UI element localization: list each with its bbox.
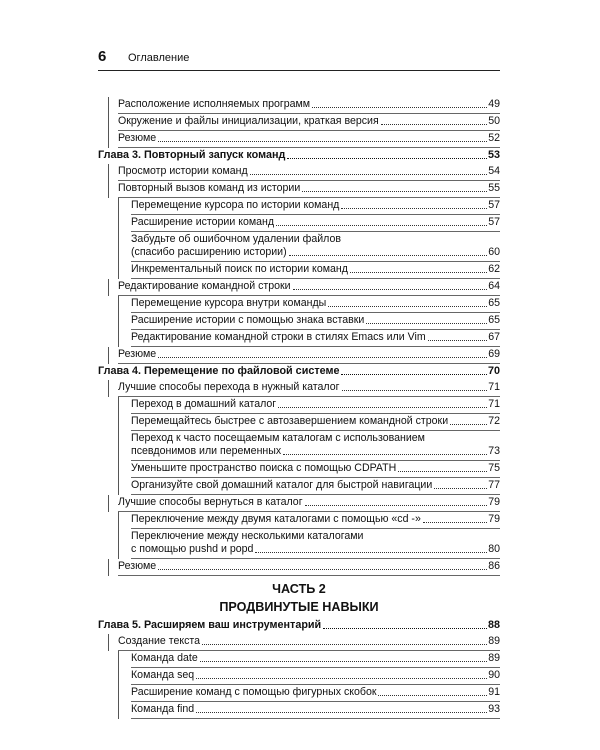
dot-leader	[196, 712, 487, 713]
indent-rule	[118, 512, 119, 529]
toc-entry-text: (спасибо расширению истории)	[131, 246, 287, 258]
toc-entry-text: Повторный вызов команд из истории	[118, 182, 301, 194]
dot-leader	[283, 454, 487, 455]
dot-leader	[196, 678, 487, 679]
dot-leader	[378, 695, 487, 696]
toc-entry-text: Резюме	[118, 348, 157, 360]
table-of-contents	[98, 97, 500, 719]
indent-rule	[108, 347, 109, 364]
toc-section-entry[interactable]	[98, 181, 500, 198]
toc-page-number: 79	[488, 513, 500, 525]
toc-page-number: 64	[488, 280, 500, 292]
toc-subsection-entry[interactable]	[98, 313, 500, 330]
dot-leader	[341, 374, 487, 375]
indent-rule	[118, 215, 119, 232]
toc-chapter-entry[interactable]	[98, 148, 500, 164]
toc-subsection-entry[interactable]	[98, 668, 500, 685]
toc-entry-text: Лучшие способы вернуться в каталог	[118, 496, 303, 508]
toc-page-number: 55	[488, 182, 500, 194]
dot-leader	[428, 340, 488, 341]
dot-leader	[255, 552, 487, 553]
dot-leader	[450, 424, 487, 425]
toc-entry-text: Команда date	[131, 652, 198, 664]
indent-rule	[108, 114, 109, 131]
indent-rule	[108, 279, 109, 296]
dot-leader	[398, 471, 487, 472]
toc-entry-text: с помощью pushd и popd	[131, 543, 254, 555]
toc-page-number: 91	[488, 686, 500, 698]
toc-entry-text: Забудьте об ошибочном удалении файлов	[131, 233, 342, 245]
toc-entry-text: Резюме	[118, 132, 157, 144]
toc-entry-text: Глава 3. Повторный запуск команд	[98, 149, 286, 161]
toc-entry-text: Глава 5. Расширяем ваш инструментарий	[98, 619, 322, 631]
dot-leader	[278, 407, 487, 408]
indent-rule	[118, 262, 119, 279]
toc-entry-text: Перемещение курсора по истории команд	[131, 199, 340, 211]
dot-leader	[305, 505, 488, 506]
toc-subsection-entry[interactable]	[98, 529, 500, 559]
dot-leader	[250, 174, 488, 175]
toc-section-entry[interactable]	[98, 131, 500, 148]
toc-entry-text: Команда seq	[131, 669, 195, 681]
toc-section-entry[interactable]	[98, 279, 500, 296]
indent-rule	[108, 164, 109, 181]
toc-section-entry[interactable]	[98, 495, 500, 512]
dot-leader	[276, 225, 487, 226]
toc-subsection-entry[interactable]	[98, 330, 500, 347]
indent-rule	[118, 431, 119, 461]
toc-entry-text: Расширение команд с помощью фигурных скобок	[131, 686, 377, 698]
toc-page-number: 57	[488, 216, 500, 228]
toc-subsection-entry[interactable]	[98, 397, 500, 414]
dot-leader	[423, 522, 487, 523]
indent-rule	[118, 651, 119, 668]
dot-leader	[350, 272, 487, 273]
toc-subsection-entry[interactable]	[98, 651, 500, 668]
dot-leader	[158, 357, 487, 358]
toc-page-number: 72	[488, 415, 500, 427]
toc-chapter-entry[interactable]	[98, 364, 500, 380]
toc-section-entry[interactable]	[98, 380, 500, 397]
toc-section-entry[interactable]	[98, 347, 500, 364]
running-header-title: Оглавление	[128, 52, 190, 64]
toc-page-number: 86	[488, 560, 500, 572]
indent-rule	[108, 97, 109, 114]
toc-entry-text: Окружение и файлы инициализации, краткая версия	[118, 115, 379, 127]
toc-subsection-entry[interactable]	[98, 702, 500, 719]
toc-page-number: 90	[488, 669, 500, 681]
toc-section-entry[interactable]	[98, 559, 500, 576]
indent-rule	[118, 668, 119, 685]
toc-page-number: 80	[488, 543, 500, 555]
toc-subsection-entry[interactable]	[98, 215, 500, 232]
toc-entry-text: псевдонимов или переменных	[131, 445, 282, 457]
indent-rule	[118, 529, 119, 559]
toc-subsection-entry[interactable]	[98, 685, 500, 702]
toc-page-number: 54	[488, 165, 500, 177]
toc-subsection-entry[interactable]	[98, 232, 500, 262]
page-number: 6	[98, 48, 107, 65]
indent-rule	[118, 461, 119, 478]
indent-rule	[108, 634, 109, 651]
dot-leader	[293, 289, 488, 290]
part-title: ЧАСТЬ 2	[272, 582, 326, 596]
toc-subsection-entry[interactable]	[98, 478, 500, 495]
toc-page-number: 73	[488, 445, 500, 457]
toc-entry-text: Переключение между двумя каталогами с помощью «cd -»	[131, 513, 421, 525]
indent-rule	[108, 380, 109, 397]
toc-subsection-entry[interactable]	[98, 512, 500, 529]
dot-leader	[323, 628, 487, 629]
dot-leader	[312, 107, 487, 108]
toc-subsection-entry[interactable]	[98, 198, 500, 215]
toc-entry-text: Расширение истории команд	[131, 216, 275, 228]
toc-page-number: 65	[488, 297, 500, 309]
toc-subsection-entry[interactable]	[98, 431, 500, 461]
indent-rule	[118, 198, 119, 215]
indent-rule	[108, 131, 109, 148]
toc-entry-text: Уменьшите пространство поиска с помощью CDPATH	[131, 462, 397, 474]
indent-rule	[108, 559, 109, 576]
toc-entry-text: Резюме	[118, 560, 157, 572]
toc-page-number: 70	[487, 365, 500, 377]
indent-rule	[118, 702, 119, 719]
toc-entry-text: Команда find	[131, 703, 195, 715]
toc-entry-text: Переход в домашний каталог	[131, 398, 277, 410]
toc-page-number: 60	[488, 246, 500, 258]
toc-entry-text: Редактирование командной строки	[118, 280, 291, 292]
toc-subsection-entry[interactable]	[98, 262, 500, 279]
toc-page-number: 88	[487, 619, 500, 631]
dot-leader	[328, 306, 487, 307]
toc-page-number: 93	[488, 703, 500, 715]
toc-page-number: 71	[488, 381, 500, 393]
toc-page-number: 75	[488, 462, 500, 474]
toc-section-entry[interactable]	[98, 114, 500, 131]
indent-rule	[118, 478, 119, 495]
toc-page-number: 71	[488, 398, 500, 410]
dot-leader	[158, 141, 487, 142]
toc-subsection-entry[interactable]	[98, 461, 500, 478]
toc-section-entry[interactable]	[98, 164, 500, 181]
toc-page-number: 57	[488, 199, 500, 211]
dot-leader	[381, 124, 488, 125]
dot-leader	[287, 158, 487, 159]
page-header	[98, 48, 500, 71]
toc-entry-text: Перемещение курсора внутри команды	[131, 297, 327, 309]
toc-page-number: 89	[488, 635, 500, 647]
toc-page-number: 50	[488, 115, 500, 127]
toc-page-number: 62	[488, 263, 500, 275]
toc-section-entry[interactable]	[98, 97, 500, 114]
indent-rule	[118, 685, 119, 702]
toc-entry-text: Расположение исполняемых программ	[118, 98, 311, 110]
toc-subsection-entry[interactable]	[98, 414, 500, 431]
toc-page-number: 65	[488, 314, 500, 326]
dot-leader	[366, 323, 487, 324]
toc-section-entry[interactable]	[98, 634, 500, 651]
dot-leader	[342, 390, 488, 391]
dot-leader	[200, 661, 487, 662]
dot-leader	[202, 644, 487, 645]
toc-entry-text: Лучшие способы перехода в нужный каталог	[118, 381, 340, 393]
dot-leader	[158, 569, 487, 570]
indent-rule	[118, 414, 119, 431]
toc-entry-text: Организуйте свой домашний каталог для быстрой навигации	[131, 479, 433, 491]
toc-entry-text: Создание текста	[118, 635, 201, 647]
toc-page-number: 69	[488, 348, 500, 360]
dot-leader	[434, 488, 487, 489]
toc-page-number: 52	[488, 132, 500, 144]
indent-rule	[118, 313, 119, 330]
toc-entry-text: Редактирование командной строки в стилях Emacs или Vim	[131, 331, 426, 343]
dot-leader	[289, 255, 488, 256]
toc-page-number: 53	[487, 149, 500, 161]
indent-rule	[118, 232, 119, 262]
dot-leader	[302, 191, 487, 192]
toc-entry-text: Расширение истории с помощью знака вставки	[131, 314, 365, 326]
toc-page-number: 67	[488, 331, 500, 343]
toc-entry-text: Глава 4. Перемещение по файловой системе	[98, 365, 340, 377]
indent-rule	[118, 296, 119, 313]
indent-rule	[108, 495, 109, 512]
indent-rule	[108, 181, 109, 198]
toc-page-number: 79	[488, 496, 500, 508]
toc-entry-text: Инкрементальный поиск по истории команд	[131, 263, 348, 275]
part-subtitle: ПРОДВИНУТЫЕ НАВЫКИ	[219, 600, 379, 614]
toc-entry-text: Перемещайтесь быстрее с автозавершением командной строки	[131, 415, 449, 427]
indent-rule	[118, 330, 119, 347]
toc-subsection-entry[interactable]	[98, 296, 500, 313]
toc-entry-text: Просмотр истории команд	[118, 165, 248, 177]
toc-page-number: 49	[488, 98, 500, 110]
toc-page-number: 89	[488, 652, 500, 664]
dot-leader	[341, 208, 487, 209]
toc-chapter-entry[interactable]	[98, 618, 500, 634]
indent-rule	[118, 397, 119, 414]
toc-entry-text: Переключение между несколькими каталогами	[131, 530, 364, 542]
toc-page-number: 77	[488, 479, 500, 491]
toc-entry-text: Переход к часто посещаемым каталогам с использованием	[131, 432, 425, 444]
